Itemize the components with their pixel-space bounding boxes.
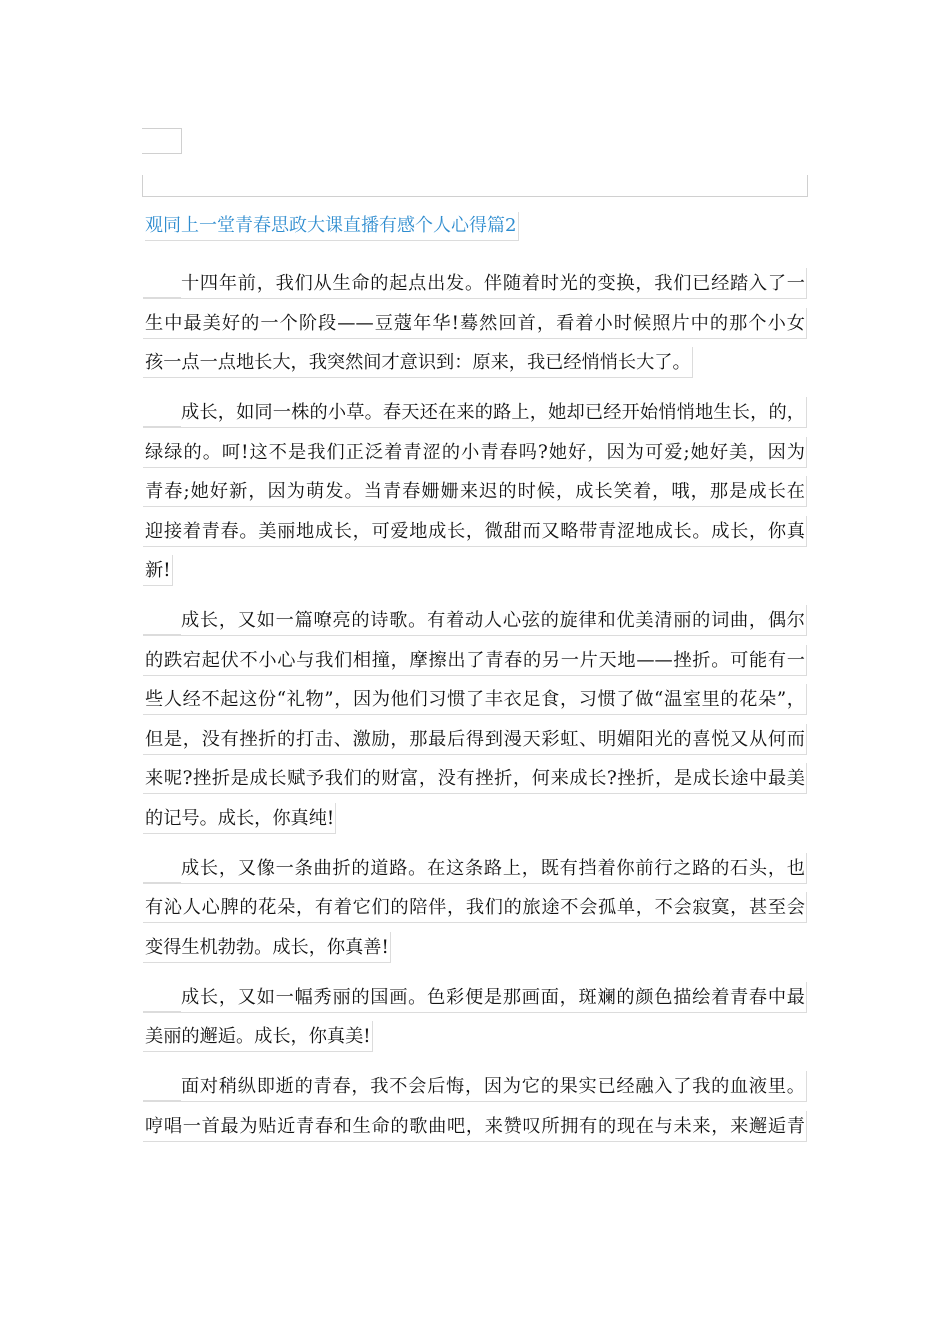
- text-line: 成长，又如一幅秀丽的国画。色彩便是那画面，斑斓的颜色描绘着青春中最: [143, 982, 807, 1013]
- text-line: 美丽的邂逅。成长，你真美!: [143, 1021, 373, 1052]
- document-title: 观同上一堂青春思政大课直播有感个人心得篇2: [145, 212, 519, 241]
- text-line: 十四年前，我们从生命的起点出发。伴随着时光的变换，我们已经踏入了一: [143, 268, 807, 299]
- text-line: 来呢?挫折是成长赋予我们的财富，没有挫折，何来成长?挫折，是成长途中最美: [143, 763, 807, 794]
- paragraph: [143, 1071, 807, 1142]
- text-line: 的跌宕起伏不小心与我们相撞，摩擦出了青春的另一片天地——挫折。可能有一: [143, 645, 807, 676]
- text-line: 的记号。成长，你真纯!: [143, 803, 336, 834]
- text-line: 成长，又如一篇嘹亮的诗歌。有着动人心弦的旋律和优美清丽的词曲，偶尔: [143, 605, 807, 636]
- text-line: 成长，又像一条曲折的道路。在这条路上，既有挡着你前行之路的石头，也: [143, 853, 807, 884]
- paragraph: [143, 397, 807, 586]
- text-line: 青春;她好新，因为萌发。当青春姗姗来迟的时候，成长笑着，哦，那是成长在: [143, 476, 807, 507]
- text-line: 些人经不起这份“礼物”，因为他们习惯了丰衣足食，习惯了做“温室里的花朵”，: [143, 684, 807, 715]
- text-line: 哼唱一首最为贴近青春和生命的歌曲吧，来赞叹所拥有的现在与未来，来邂逅青: [143, 1111, 807, 1142]
- text-line: 面对稍纵即逝的青春，我不会后悔，因为它的果实已经融入了我的血液里。: [143, 1071, 807, 1102]
- paragraph: [143, 853, 807, 963]
- text-line: 生中最美好的一个阶段——豆蔻年华!蓦然回首，看着小时候照片中的那个小女: [143, 308, 807, 339]
- text-line: 绿绿的。呵!这不是我们正泛着青涩的小青春吗?她好，因为可爱;她好美，因为: [143, 437, 807, 468]
- text-line: 迎接着青春。美丽地成长，可爱地成长，微甜而又略带青涩地成长。成长，你真: [143, 516, 807, 547]
- paragraph: [143, 982, 807, 1053]
- text-line: 但是，没有挫折的打击、激励，那最后得到漫天彩虹、明媚阳光的喜悦又从何而: [143, 724, 807, 755]
- document-body: [143, 268, 807, 1161]
- text-line: 成长，如同一株的小草。春天还在来的路上，她却已经开始悄悄地生长，的，: [143, 397, 807, 428]
- paragraph: [143, 605, 807, 834]
- paragraph: [143, 268, 807, 378]
- header-corner-mark: [142, 128, 182, 154]
- text-line: 变得生机勃勃。成长，你真善!: [143, 932, 391, 963]
- text-line: 孩一点一点地长大，我突然间才意识到：原来，我已经悄悄长大了。: [143, 347, 693, 378]
- text-line: 有沁人心脾的花朵，有着它们的陪伴，我们的旅途不会孤单，不会寂寞，甚至会: [143, 892, 807, 923]
- header-rule: [142, 175, 808, 197]
- text-line: 新!: [143, 555, 173, 586]
